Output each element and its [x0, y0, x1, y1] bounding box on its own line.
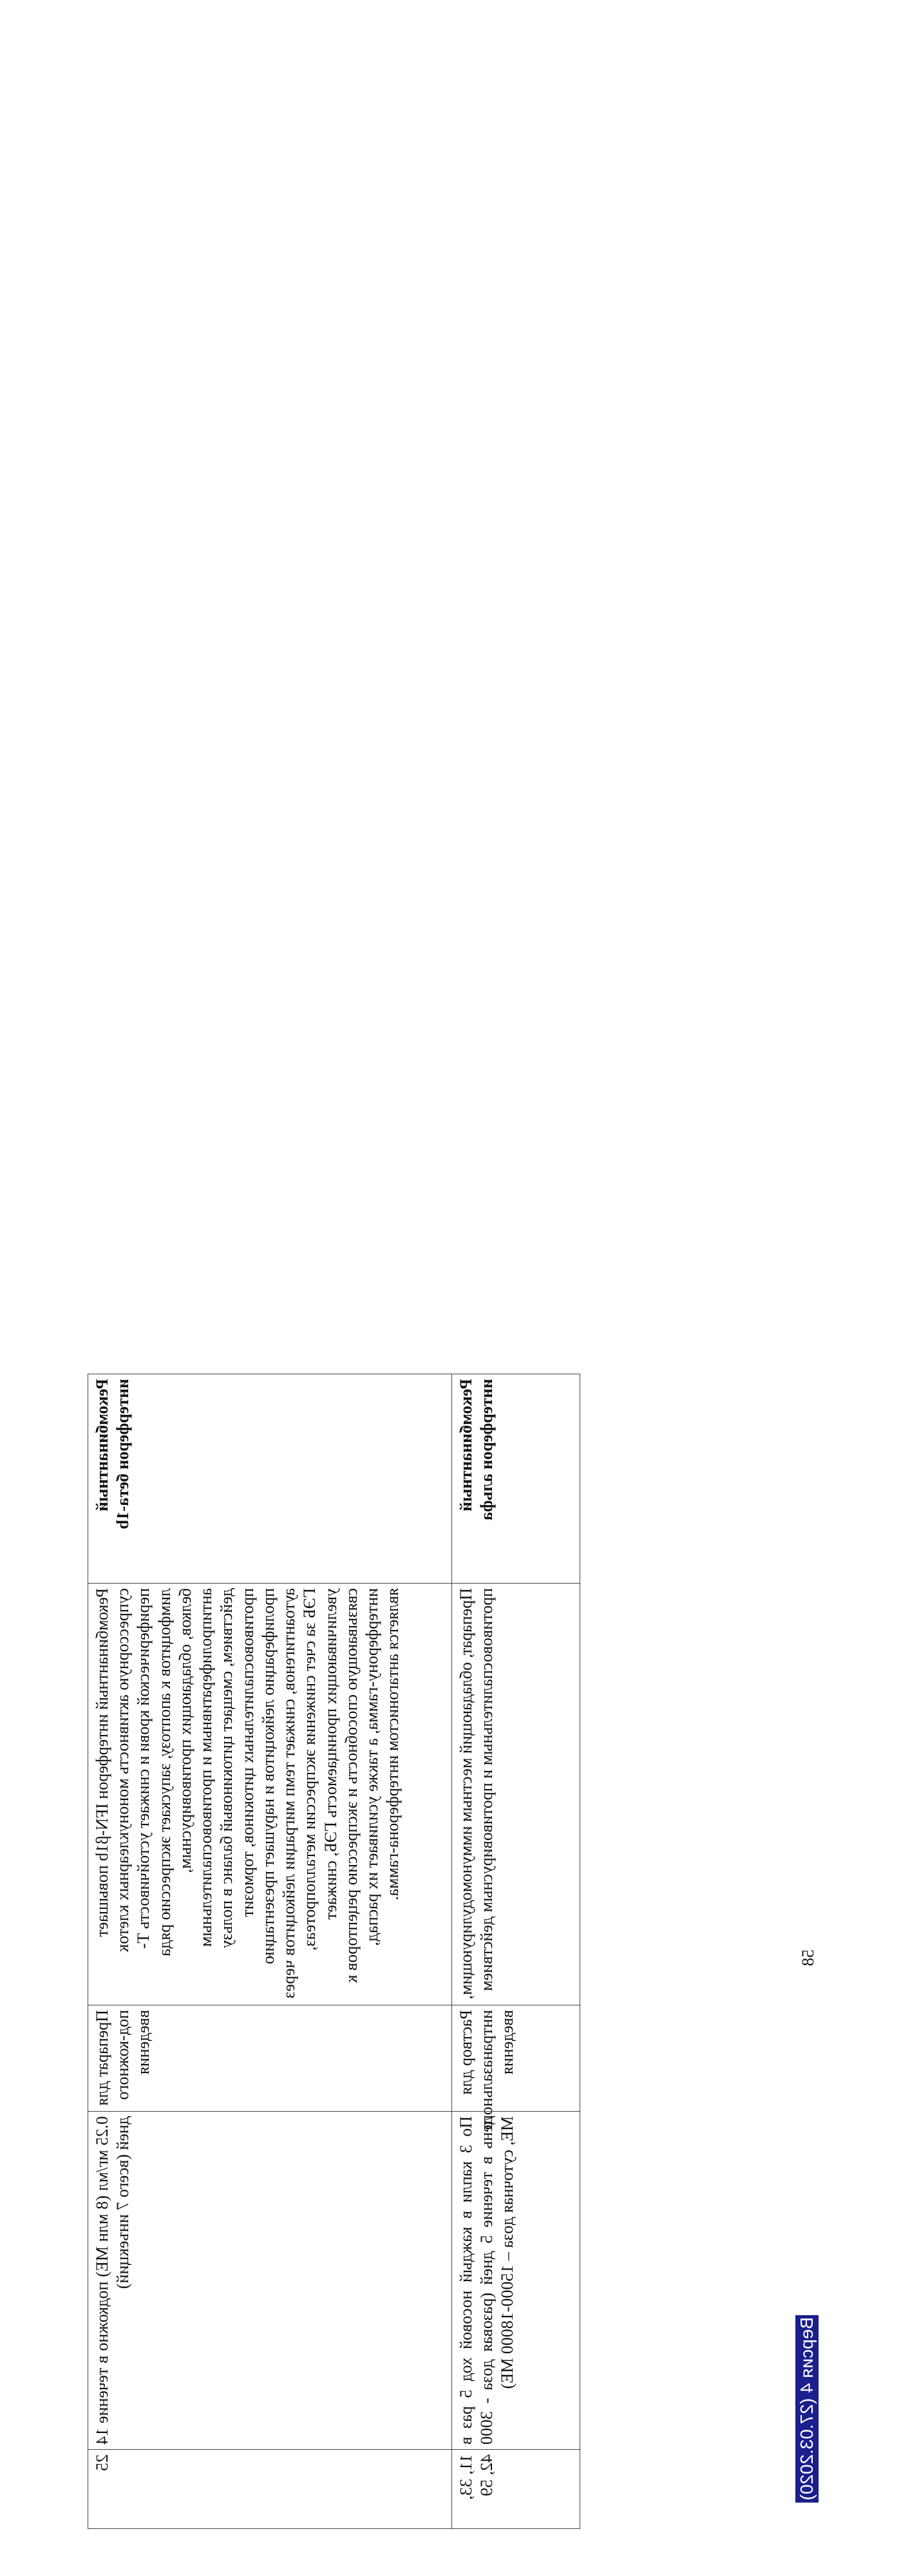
dosing-cell: 0.25 мг/мл (8 млн МЕ) подкожно в течение 14 дней (всего 7 инъекций) — [88, 2112, 452, 2450]
dosage-form-cell: Препарат для под-кожного введения — [88, 2005, 452, 2112]
description-cell: Рекомбинантный интерферон IFN-β1b повышает супрессорную активность мононуклеарных клеток периферической крови и снижает устойчивость Т-лимфоцитов к апоптозу, запускает экспрессию ряда белков, обладающих противовирусным, антипролиферативным и противовоспалительным действием, смещает цитокиновый баланс в пользу противовоспалительных цитокинов, тормозит пролиферацию лейкоцитов и нарушает презентацию аутоантигенов, снижает темп миграции лейкоцитов через ГЭБ за счет снижения экспрессии металлопротеаз, увеличивающих проницаемость ГЭБ, снижает связывающую способность и экспрессию рецепторов к интерферону-гамма, а также усиливает их распад, является антагонистом интерферона-гамма. — [88, 1584, 452, 2005]
version-badge: Версия 4 (27.03.2020) — [795, 2315, 819, 2503]
drug-name-cell: Рекомбинантный интерферон альфа — [452, 1374, 580, 1584]
drug-name-cell: Рекомбинантный интерферон бета-1b — [88, 1374, 452, 1584]
dosage-form-cell: Раствор для интраназального введения — [452, 2005, 580, 2112]
dosing-cell: По 3 капли в каждый носовой ход 5 раз в день в течение 5 дней (разовая доза - 3000 МЕ, суточная доза – 15000-18000 МЕ) — [452, 2112, 580, 2450]
table-row — [88, 1374, 452, 2529]
description-cell: Препарат, обладающий местным иммуномодулирующим, противовоспалительным и противовирусным действием — [452, 1584, 580, 2005]
references-cell: 11, 33, 42, 59 — [452, 2450, 580, 2529]
drug-table — [88, 1374, 580, 2529]
rotated-page — [0, 1288, 910, 2576]
table-row — [452, 1374, 580, 2529]
references-cell: 25 — [88, 2450, 452, 2529]
page-number: 58 — [799, 1949, 817, 1966]
